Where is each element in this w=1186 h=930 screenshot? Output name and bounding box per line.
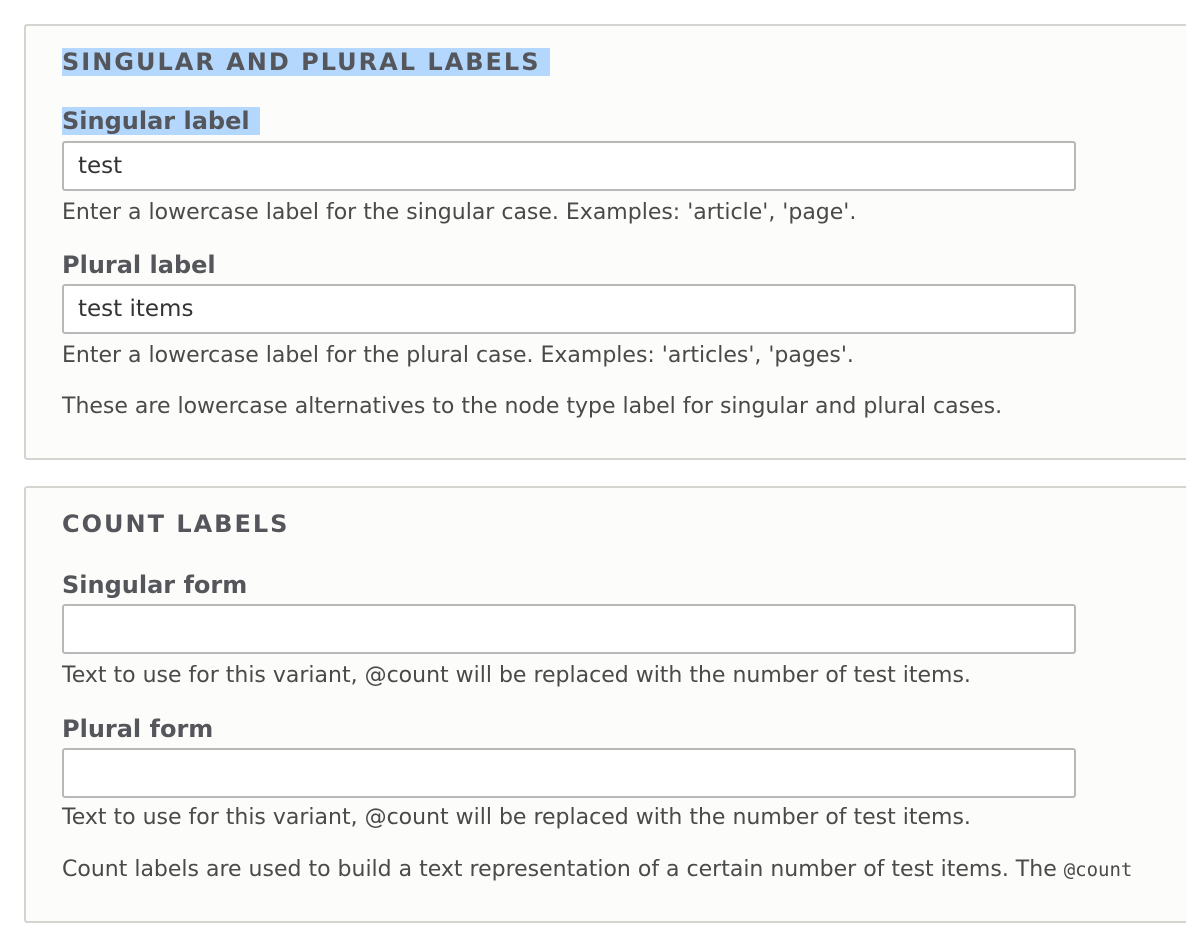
singular-plural-labels-fieldset [24,24,1186,460]
fieldset-legend: SINGULAR AND PLURAL LABELS [62,47,550,77]
plural-form-label: Plural form [62,715,214,743]
plural-form-description: Text to use for this variant, @count will be replaced with the number of test items. [62,805,971,830]
singular-label-description: Enter a lowercase label for the singular case. Examples: 'article', 'page'. [62,200,857,225]
count-token-code: @count [1063,859,1133,881]
plural-label-description: Enter a lowercase label for the plural case. Examples: 'articles', 'pages'. [62,343,854,368]
singular-label-label: Singular label [62,106,260,136]
singular-label-input[interactable] [62,141,1076,191]
fieldset-legend: COUNT LABELS [62,510,290,538]
singular-form-label: Singular form [62,571,248,599]
plural-form-input[interactable] [62,748,1076,798]
plural-label-label: Plural label [62,251,216,279]
count-labels-fieldset [24,486,1186,923]
singular-form-description: Text to use for this variant, @count will be replaced with the number of test items. [62,663,971,688]
fieldset-description: These are lowercase alternatives to the node type label for singular and plural cases. [62,394,1003,419]
plural-label-input[interactable] [62,284,1076,334]
singular-form-input[interactable] [62,604,1076,654]
fieldset-description: Count labels are used to build a text representation of a certain number of test items. The @count [62,857,1133,882]
